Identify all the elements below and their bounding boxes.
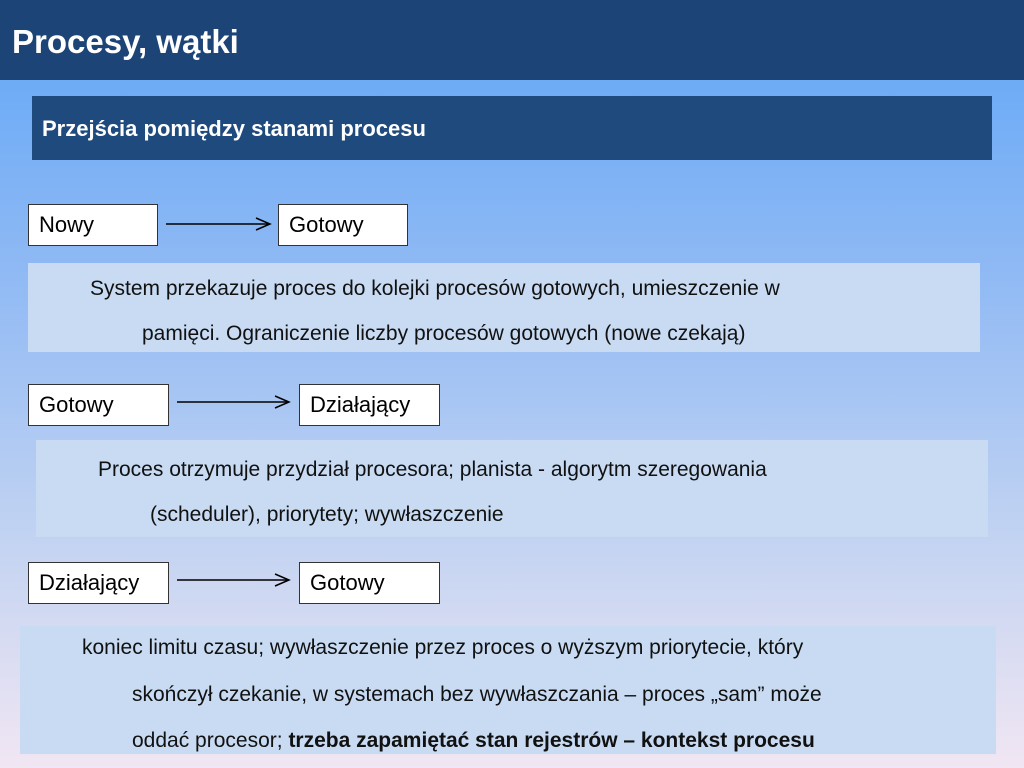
description-line: pamięci. Ograniczenie liczby procesów gotowych (nowe czekają): [142, 322, 746, 345]
state-box-from-1: Nowy: [28, 204, 158, 246]
description-plain-text: oddać procesor;: [132, 729, 289, 752]
slide-title: Procesy, wątki: [12, 23, 239, 60]
state-box-to-2: Działający: [299, 384, 440, 426]
title-bar: [0, 0, 1024, 80]
description-line-last: [132, 729, 815, 753]
description-line: skończył czekanie, w systemach bez wywłaszczania – proces „sam” może: [132, 683, 822, 706]
slide-subtitle: Przejścia pomiędzy stanami procesu: [42, 116, 426, 141]
transition-description-3: [20, 626, 996, 754]
subtitle-bar: [32, 96, 992, 160]
description-line: koniec limitu czasu; wywłaszczenie przez proces o wyższym priorytecie, który: [82, 636, 804, 659]
state-box-to-1: Gotowy: [278, 204, 408, 246]
state-box-from-2: Gotowy: [28, 384, 169, 426]
arrow-right-icon: [175, 392, 293, 412]
state-box-to-3: Gotowy: [299, 562, 440, 604]
arrow-right-icon: [164, 214, 274, 234]
description-line: Proces otrzymuje przydział procesora; planista - algorytm szeregowania: [98, 458, 767, 481]
transition-description-2: [36, 440, 988, 537]
state-box-from-3: Działający: [28, 562, 169, 604]
transition-description-1: [28, 263, 980, 352]
description-line: (scheduler), priorytety; wywłaszczenie: [150, 503, 504, 526]
description-line: System przekazuje proces do kolejki procesów gotowych, umieszczenie w: [90, 277, 780, 300]
description-emphasis-text: trzeba zapamiętać stan rejestrów – kontekst procesu: [288, 729, 815, 752]
arrow-right-icon: [175, 570, 293, 590]
